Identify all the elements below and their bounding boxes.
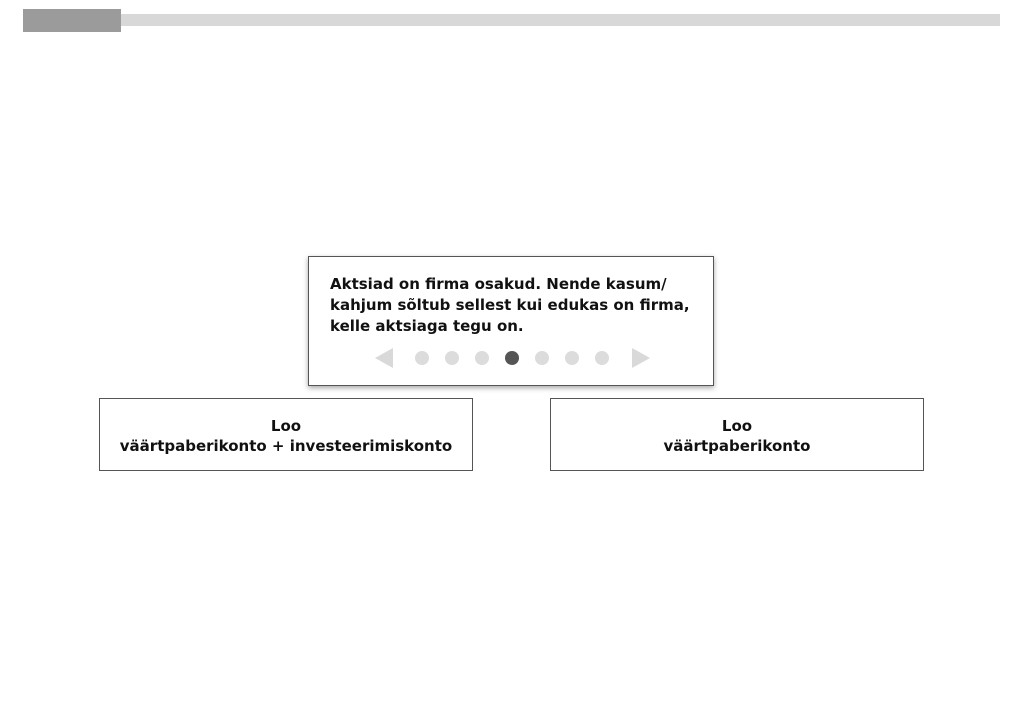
button-label (100, 399, 472, 456)
tip-card (308, 256, 714, 386)
button-label (551, 399, 923, 456)
create-securities-and-investment-account-button[interactable] (99, 398, 473, 471)
pager-dot-3[interactable] (475, 351, 489, 365)
pager-dot-5[interactable] (535, 351, 549, 365)
pager-dot-1[interactable] (415, 351, 429, 365)
triangle-left-icon[interactable] (375, 348, 393, 368)
triangle-right-icon[interactable] (632, 348, 650, 368)
tip-text: Aktsiad on firma osakud. Nende kasum/ kahjum sõltub sellest kui edukas on firma, kelle aktsiaga tegu on. (330, 275, 690, 335)
pager-dot-4[interactable] (505, 351, 519, 365)
button-label-line2: väärtpaberikonto + investeerimiskonto (119, 437, 453, 455)
pager-dot-6[interactable] (565, 351, 579, 365)
progress-bar-fill (23, 9, 121, 32)
pager-dot-7[interactable] (595, 351, 609, 365)
button-label-line1: Loo (721, 417, 753, 435)
button-label-line2: väärtpaberikonto (663, 437, 811, 455)
create-securities-account-button[interactable] (550, 398, 924, 471)
progress-bar (23, 14, 1000, 26)
pager-dot-2[interactable] (445, 351, 459, 365)
tip-pager (309, 346, 713, 370)
button-label-line1: Loo (270, 417, 302, 435)
